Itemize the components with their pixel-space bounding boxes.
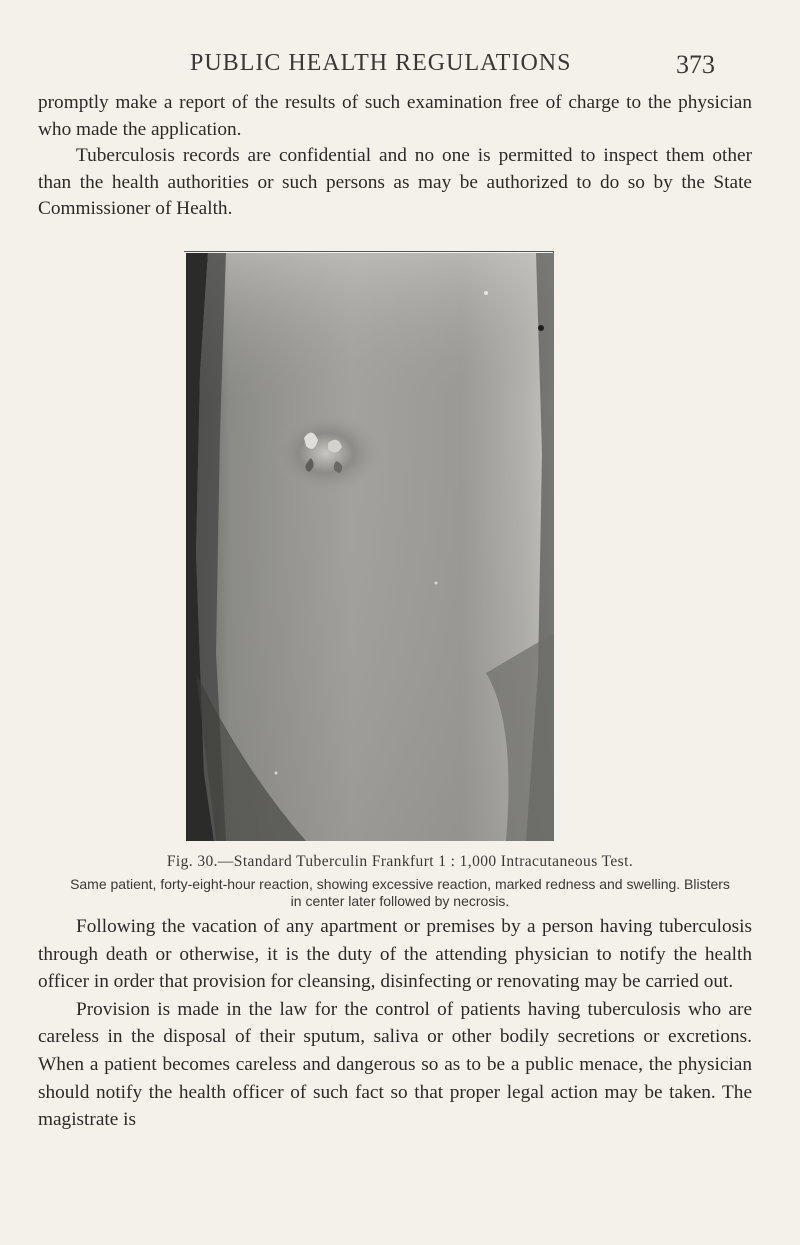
paragraph-vacation: Following the vacation of any apartment or premises by a person having tuberculosis through death or otherwise, it is the duty of the attending physician to notify the health officer in order that provision for cleansing, disinfecting or renovating may be carried out.	[38, 916, 752, 993]
figure-caption-title: Fig. 30.—Standard Tuberculin Frankfurt 1 : 1,000 Intracutaneous Test.	[166, 853, 634, 870]
figure-photograph	[186, 253, 554, 841]
paragraph-tuberculosis-records: Tuberculosis records are confidential and no one is permitted to inspect them other than the health authorities or such persons as may be authorized to do so by the State Commissioner of Health.	[38, 145, 752, 219]
page-number: 373	[676, 50, 715, 79]
paragraph-provision: Provision is made in the law for the control of patients having tuberculosis who are careless in the disposal of their sputum, saliva or other bodily secretions or excretions. When a patient becomes careless and dangerous so as to be a public menace, the physician should notify the health officer of such fact so that proper legal action may be taken. The magistrate is	[38, 998, 752, 1131]
bottom-text-block	[38, 913, 752, 1134]
arm-photo-illustration	[186, 253, 554, 841]
figure-caption-body: Same patient, forty-eight-hour reaction, showing excessive reaction, marked redness and swelling. Blisters in center later followed by necrosis.	[70, 876, 730, 909]
paragraph-continued: promptly make a report of the results of such examination free of charge to the physician who made the application.	[38, 92, 752, 140]
running-head: PUBLIC HEALTH REGULATIONS	[190, 50, 572, 76]
top-text-block	[38, 90, 752, 223]
